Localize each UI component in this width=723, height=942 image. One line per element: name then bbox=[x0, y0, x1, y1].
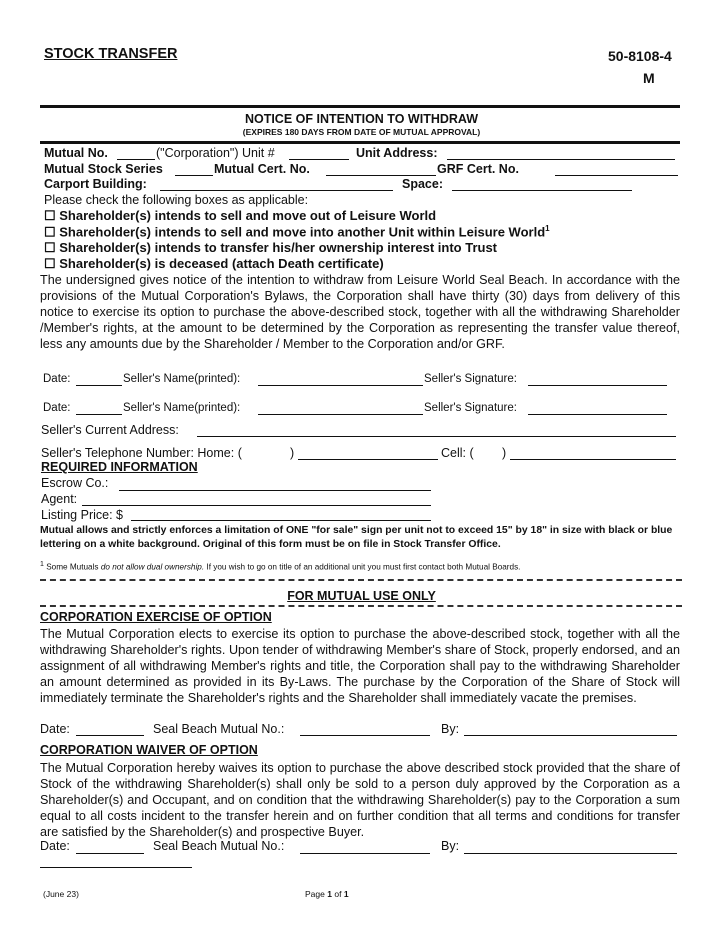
footnote-lead: Some Mutuals bbox=[46, 562, 99, 572]
exercise-by-label: By: bbox=[441, 722, 460, 736]
seller1-signature-label: Seller's Signature: bbox=[424, 373, 517, 385]
checkbox-instruction: Please check the following boxes as applicable: bbox=[44, 193, 309, 207]
seller-home-phone-field[interactable] bbox=[298, 459, 438, 460]
waiver-heading: CORPORATION WAIVER OF OPTION bbox=[40, 743, 258, 757]
page-number: 1 bbox=[327, 889, 332, 899]
checkbox-sell-move-within[interactable]: ☐ Shareholder(s) intends to sell and move into another Unit within Leisure World bbox=[44, 224, 546, 240]
agent-label: Agent: bbox=[41, 492, 78, 506]
cell-paren-close: ) bbox=[502, 446, 507, 460]
waiver-by-field[interactable] bbox=[464, 853, 677, 854]
form-suffix: M bbox=[643, 70, 655, 86]
listing-price-field[interactable] bbox=[131, 520, 431, 521]
exercise-seal-beach-label: Seal Beach Mutual No.: bbox=[153, 722, 285, 736]
seller2-date-label: Date: bbox=[43, 402, 71, 414]
carport-building-label: Carport Building: bbox=[44, 177, 147, 191]
mutual-no-label: Mutual No. bbox=[44, 146, 108, 160]
exercise-seal-beach-field[interactable] bbox=[300, 735, 430, 736]
waiver-text: The Mutual Corporation hereby waives its option to purchase the above described stock provided that the share of Stock of the withdrawing Shareholder(s) shall only be sold to a person duly approved by the Corporation as a Shareholder(s) and Occupant, and on condition that the withdrawing Shareholder(s) pay to the Corporation a sum equal to all costs incident to the transfer herein and on further condition that all terms and conditions for transfer are satisfied by the Shareholder(s) and prospective Buyer. bbox=[40, 761, 680, 839]
notice-subtitle: (EXPIRES 180 DAYS FROM DATE OF MUTUAL APPROVAL) bbox=[242, 127, 481, 137]
seller2-name-field[interactable] bbox=[258, 414, 423, 415]
exercise-by-field[interactable] bbox=[464, 735, 677, 736]
footnote-mark: 1 bbox=[40, 561, 44, 568]
exercise-text: The Mutual Corporation elects to exercise its option to purchase the above-described stock, together with all the withdrawing Shareholder's rights. Upon tender of withdrawing Member's share of Stock, properly endorsed, and an assignment of all withdrawing Member's rights and title, the Corporation shall pay to the withdrawing Shareholder an amount determined as provided in its By-Laws. The purchase by the Corporation of the Share of Stock will immediately terminate the Shareholder's rights and the Shareholder shall immediately vacate the premises. bbox=[40, 627, 680, 705]
seller2-signature-field[interactable] bbox=[528, 414, 667, 415]
seller2-signature-label: Seller's Signature: bbox=[424, 402, 517, 414]
notice-title: NOTICE OF INTENTION TO WITHDRAW bbox=[244, 112, 479, 126]
footer-rule bbox=[40, 867, 192, 868]
exercise-date-label: Date: bbox=[40, 722, 70, 736]
page-total: 1 bbox=[343, 889, 349, 899]
unit-address-field[interactable] bbox=[447, 159, 675, 160]
checkbox-transfer-trust[interactable]: ☐ Shareholder(s) intends to transfer his/her ownership interest into Trust bbox=[44, 240, 498, 255]
sign-limitation-notice: Mutual allows and strictly enforces a limitation of ONE "for sale" sign per unit not to exceed 15" by 18" in size with black or blue lettering on a white background. Original of this form must be on file in Stock Transfer Office. bbox=[40, 525, 673, 550]
checkbox-sell-move-out[interactable]: ☐ Shareholder(s) intends to sell and move out of Leisure World bbox=[44, 208, 437, 223]
top-rule bbox=[40, 105, 680, 108]
exercise-date-field[interactable] bbox=[76, 735, 144, 736]
dashed-separator-2 bbox=[40, 605, 682, 607]
grf-cert-no-label: GRF Cert. No. bbox=[437, 162, 519, 176]
dashed-separator bbox=[40, 579, 682, 581]
corporation-unit-label: ("Corporation") Unit # bbox=[156, 146, 275, 160]
waiver-date-field[interactable] bbox=[76, 853, 144, 854]
seller1-name-label: Seller's Name(printed): bbox=[123, 373, 241, 385]
mutual-stock-series-label: Mutual Stock Series bbox=[44, 162, 163, 176]
form-number: 50-8108-4 bbox=[608, 48, 672, 64]
unit-address-label: Unit Address: bbox=[356, 146, 438, 160]
footnote-rest: If you wish to go on title of an additional unit you must first contact both Mutual Boards. bbox=[206, 562, 521, 572]
page-of: of bbox=[334, 889, 342, 899]
listing-price-label: Listing Price: $ bbox=[41, 508, 123, 522]
carport-building-field[interactable] bbox=[160, 190, 393, 191]
escrow-label: Escrow Co.: bbox=[41, 476, 109, 490]
notice-paragraph: The undersigned gives notice of the intention to withdraw from Leisure World Seal Beach. In accordance with the provisions of the Mutual Corporation's Bylaws, the Corporation shall have thirty (30) days from delivery of this notice to exercise its option to purchase the above-described stock, together with all the withdrawing Shareholder /Member's rights, at the amount to be determined by the Corporation as representing the transfer value thereof, less any amounts due by the Shareholder / Member to the Corporation and/or GRF. bbox=[40, 273, 680, 351]
home-paren-close: ) bbox=[290, 446, 295, 460]
seller1-name-field[interactable] bbox=[258, 385, 423, 386]
seller1-date-label: Date: bbox=[43, 373, 71, 385]
required-info-heading: REQUIRED INFORMATION bbox=[41, 460, 198, 474]
seller1-signature-field[interactable] bbox=[528, 385, 667, 386]
mutual-cert-no-field[interactable] bbox=[326, 175, 436, 176]
mutual-cert-no-label: Mutual Cert. No. bbox=[214, 162, 310, 176]
seller2-name-label: Seller's Name(printed): bbox=[123, 402, 241, 414]
page-indicator bbox=[305, 889, 349, 899]
waiver-by-label: By: bbox=[441, 839, 460, 853]
footnote-italic: do not allow dual ownership. bbox=[100, 562, 205, 572]
grf-cert-no-field[interactable] bbox=[555, 175, 678, 176]
form-title: STOCK TRANSFER bbox=[44, 46, 178, 62]
waiver-date-label: Date: bbox=[40, 839, 70, 853]
checkbox-deceased[interactable]: ☐ Shareholder(s) is deceased (attach Death certificate) bbox=[44, 256, 384, 271]
seller1-date-field[interactable] bbox=[76, 385, 122, 386]
notice-rule bbox=[40, 141, 680, 144]
space-field[interactable] bbox=[452, 190, 632, 191]
footnote-ref: 1 bbox=[545, 224, 550, 233]
seller-cell-field[interactable] bbox=[510, 459, 676, 460]
mutual-use-heading: FOR MUTUAL USE ONLY bbox=[287, 589, 436, 603]
waiver-seal-beach-label: Seal Beach Mutual No.: bbox=[153, 839, 285, 853]
footnote bbox=[40, 561, 520, 572]
agent-field[interactable] bbox=[82, 505, 431, 506]
mutual-no-field[interactable] bbox=[117, 159, 155, 160]
escrow-field[interactable] bbox=[119, 490, 431, 491]
footer-date: (June 23) bbox=[43, 889, 79, 899]
mutual-stock-series-field[interactable] bbox=[175, 175, 213, 176]
waiver-seal-beach-field[interactable] bbox=[300, 853, 430, 854]
seller-cell-label: Cell: ( bbox=[441, 446, 474, 460]
space-label: Space: bbox=[402, 177, 443, 191]
exercise-heading: CORPORATION EXERCISE OF OPTION bbox=[40, 610, 272, 624]
unit-number-field[interactable] bbox=[289, 159, 349, 160]
seller-home-phone-label: Seller's Telephone Number: Home: ( bbox=[41, 446, 242, 460]
seller2-date-field[interactable] bbox=[76, 414, 122, 415]
page-prefix: Page bbox=[305, 889, 325, 899]
seller-address-label: Seller's Current Address: bbox=[41, 423, 179, 437]
seller-address-field[interactable] bbox=[197, 436, 676, 437]
